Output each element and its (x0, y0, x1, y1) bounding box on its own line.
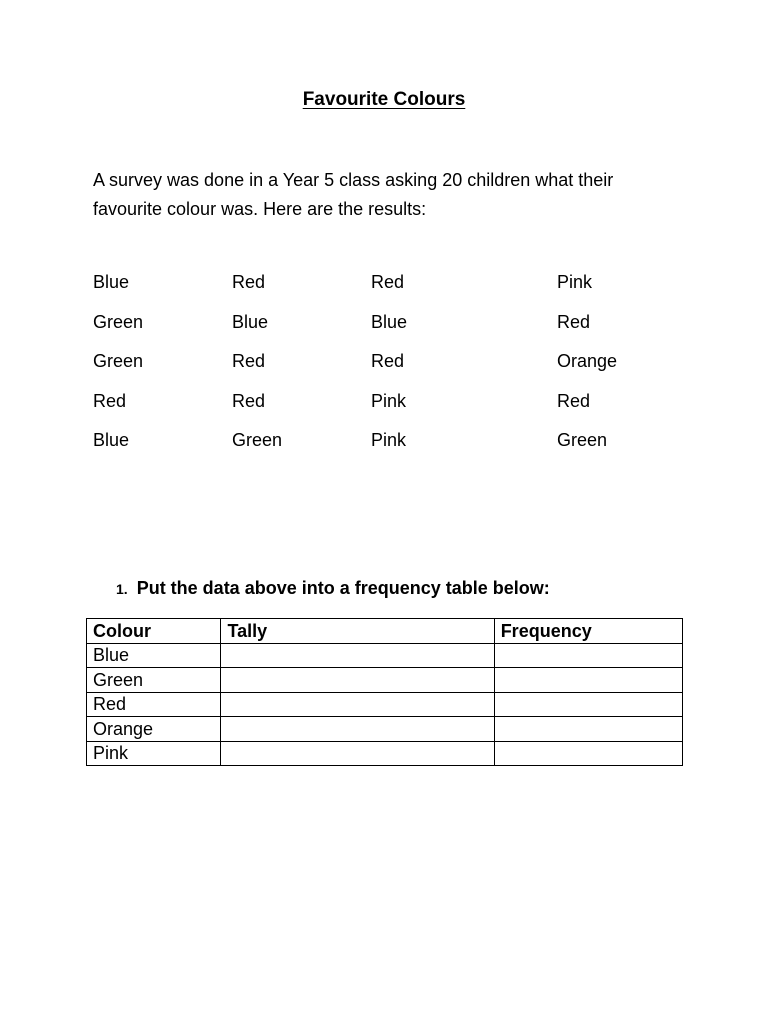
result-cell: Blue (93, 430, 130, 450)
table-header-row (87, 619, 683, 644)
tally-cell[interactable] (221, 717, 494, 742)
frequency-cell[interactable] (494, 692, 682, 717)
frequency-cell[interactable] (494, 741, 682, 766)
result-cell: Green (93, 311, 144, 332)
page-title: Favourite Colours (302, 89, 466, 110)
colour-cell: Blue (87, 643, 221, 668)
result-cell: Red (371, 272, 405, 292)
table-row (87, 643, 683, 668)
table-row (87, 668, 683, 693)
result-cell: Red (557, 390, 591, 411)
results-row (93, 272, 693, 312)
result-cell: Red (371, 351, 405, 371)
result-cell: Red (93, 390, 127, 411)
table-row (87, 717, 683, 742)
results-row (93, 430, 693, 470)
tally-cell[interactable] (221, 692, 494, 717)
question-1 (116, 578, 550, 599)
result-cell: Orange (557, 351, 618, 371)
result-cell: Blue (371, 311, 408, 332)
tally-cell[interactable] (221, 668, 494, 693)
tally-cell[interactable] (221, 741, 494, 766)
result-cell: Red (232, 272, 266, 292)
survey-results-grid (93, 272, 693, 470)
frequency-cell[interactable] (494, 643, 682, 668)
colour-cell: Orange (87, 717, 221, 742)
column-header-frequency: Frequency (494, 619, 682, 644)
frequency-cell[interactable] (494, 668, 682, 693)
results-row (93, 312, 693, 352)
result-cell: Green (557, 430, 608, 450)
table-row (87, 692, 683, 717)
question-number: 1. (116, 581, 128, 597)
intro-paragraph: A survey was done in a Year 5 class asking 20 children what their favourite colour was. Here are the results: (93, 170, 614, 219)
result-cell: Green (93, 351, 144, 371)
result-cell: Blue (232, 311, 269, 332)
question-text: Put the data above into a frequency table below: (136, 578, 550, 598)
result-cell: Pink (371, 430, 407, 450)
colour-cell: Pink (87, 741, 221, 766)
colour-cell: Green (87, 668, 221, 693)
result-cell: Green (232, 430, 283, 450)
colour-cell: Red (87, 692, 221, 717)
result-cell: Red (232, 390, 266, 411)
table-row (87, 741, 683, 766)
column-header-colour: Colour (87, 619, 221, 644)
result-cell: Red (232, 351, 266, 371)
results-row (93, 391, 693, 431)
result-cell: Pink (371, 390, 407, 411)
results-row (93, 351, 693, 391)
result-cell: Blue (93, 272, 130, 292)
frequency-cell[interactable] (494, 717, 682, 742)
column-header-tally: Tally (221, 619, 494, 644)
result-cell: Pink (557, 272, 593, 292)
result-cell: Red (557, 311, 591, 332)
frequency-table (86, 618, 683, 766)
tally-cell[interactable] (221, 643, 494, 668)
